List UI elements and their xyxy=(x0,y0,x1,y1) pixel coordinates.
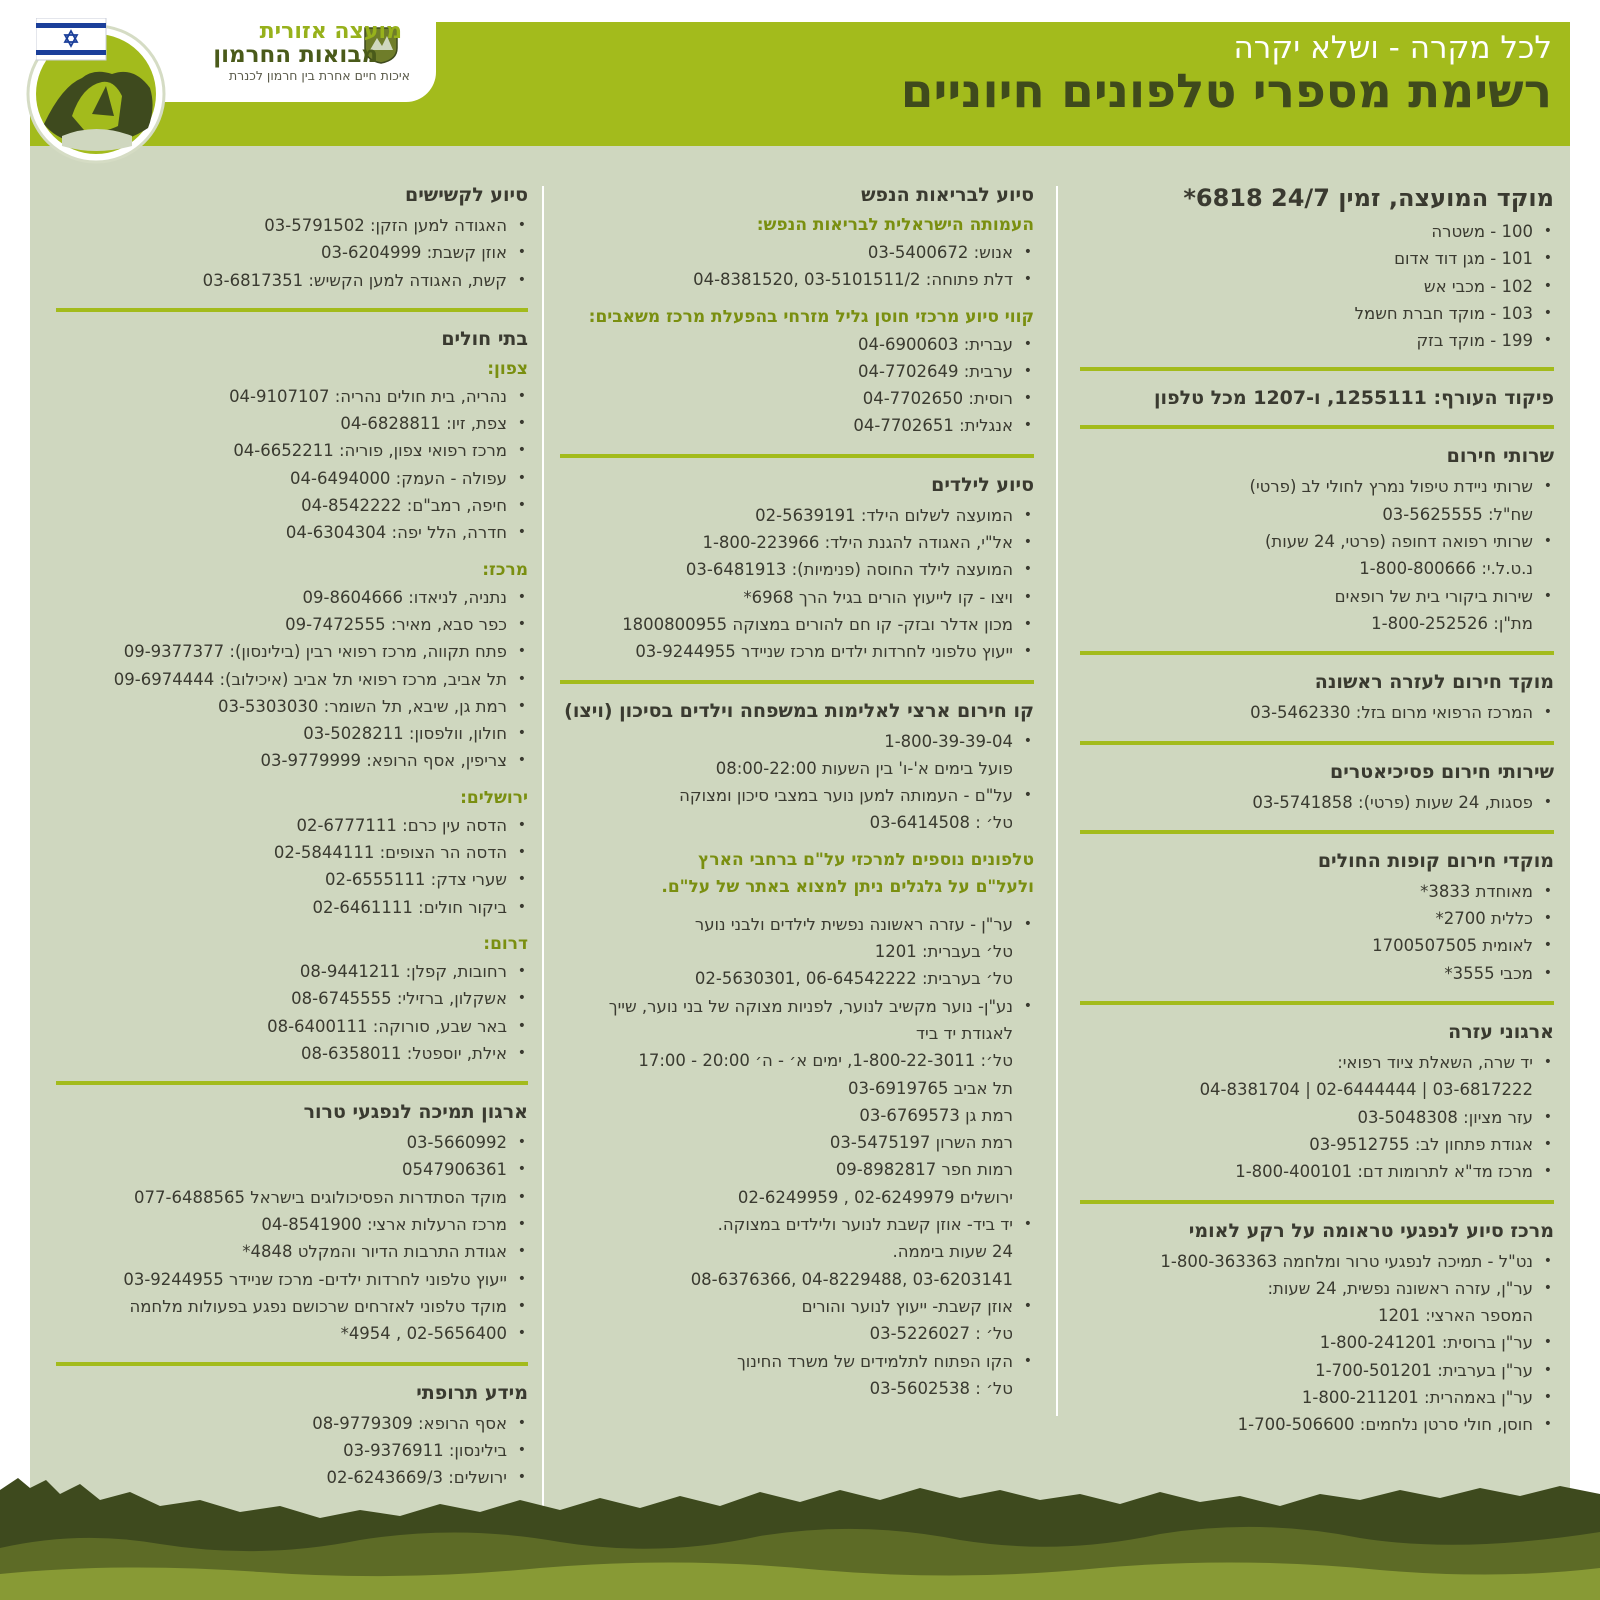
firstaid-list xyxy=(1080,699,1554,726)
logo-council-type: מועצה אזורית xyxy=(259,19,402,44)
list-item: • אנגלית: 04-7702651 xyxy=(560,412,1013,439)
list-item: • דלת פתוחה: 03-5101511/2 ,04-8381520 xyxy=(560,266,1013,293)
list-item: • ויצו - קו לייעוץ הורים בגיל הרך 6968* xyxy=(560,584,1013,611)
list-item: • 03-5660992 xyxy=(56,1129,507,1156)
kupot-list xyxy=(1080,878,1554,987)
section-title-ezra: ארגוני עזרה xyxy=(1448,1021,1554,1044)
list-item: • חוסן, חולי סרטן נלחמים: 1-700-506600 xyxy=(1080,1411,1533,1438)
list-item: • 102 - מכבי אש xyxy=(1080,273,1533,300)
header-subtitle: לכל מקרה - ושלא יקרה xyxy=(1233,30,1552,66)
column-middle xyxy=(560,182,1034,1402)
elderly-list xyxy=(56,212,528,294)
list-item: • כללית 2700* xyxy=(1080,905,1533,932)
list-item: • מרכז מד"א לתרומות דם: 1-800-400101 xyxy=(1080,1158,1533,1185)
list-item: • הקו הפתוח לתלמידים של משרד החינוך טל׳ : 03-5602538 xyxy=(560,1348,1013,1403)
divider xyxy=(56,308,528,312)
section-title-mental: סיוע לבריאות הנפש xyxy=(861,184,1034,206)
region-label-south: דרום: xyxy=(483,933,528,954)
list-item: • ערבית: 04-7702649 xyxy=(560,358,1013,385)
hospitals-jerusalem-list xyxy=(56,812,528,921)
divider xyxy=(1080,425,1554,429)
list-item: • באר שבע, סורוקה: 08-6400111 xyxy=(56,1013,507,1040)
note-line: טלפונים נוספים למרכזי על"ם ברחבי הארץ xyxy=(698,849,1034,870)
list-item: • 0547906361 xyxy=(56,1156,507,1183)
list-item: • לאומית 1700507505 xyxy=(1080,932,1533,959)
list-item: • מכון אדלר ובזק- קו חם להורים במצוקה 1800800955 xyxy=(560,611,1013,638)
list-item: • ביקור חולים: 02-6461111 xyxy=(56,894,507,921)
violence-list-2 xyxy=(560,911,1034,1402)
column-left xyxy=(56,182,528,1491)
list-item: • חדרה, הלל יפה: 04-6304304 xyxy=(56,519,507,546)
list-item: • המועצה לילד החוסה (פנימיות): 03-6481913 xyxy=(560,556,1013,583)
list-item: • 103 - מוקד חברת חשמל xyxy=(1080,300,1533,327)
emergency-list xyxy=(1080,473,1554,637)
list-item: • מרכז הרעלות ארצי: 04-8541900 xyxy=(56,1211,507,1238)
divider xyxy=(560,454,1034,458)
list-item: • האגודה למען הזקן: 03-5791502 xyxy=(56,212,507,239)
list-item: • 100 - משטרה xyxy=(1080,218,1533,245)
list-item: • אגודת פתחון לב: 03-9512755 xyxy=(1080,1131,1533,1158)
column-divider xyxy=(1056,186,1058,1416)
section-title-terror: ארגון תמיכה לנפגעי טרור xyxy=(303,1101,528,1124)
section-title-trauma: מרכז סיוע לנפגעי טראומה על רקע לאומי xyxy=(1188,1219,1554,1242)
divider xyxy=(1080,651,1554,655)
page-title: רשימת מספרי טלפונים חיוניים xyxy=(900,64,1552,119)
list-item: • ער"ן בערבית: 1-700-501201 xyxy=(1080,1357,1533,1384)
list-item: • עפולה - העמק: 04-6494000 xyxy=(56,465,507,492)
note-line: ולעל"ם על גלגלים ניתן למצוא באתר של על"ם. xyxy=(661,876,1034,897)
section-title-firstaid: מוקד חירום לעזרה ראשונה xyxy=(1314,671,1554,694)
list-item: • נט"ל - תמיכה לנפגעי טרור ומלחמה 1-800-363363 xyxy=(1080,1248,1533,1275)
divider xyxy=(1080,1001,1554,1005)
list-item: • נתניה, לניאדו: 09-8604666 xyxy=(56,584,507,611)
israel-flag-icon xyxy=(36,18,108,62)
divider xyxy=(1080,367,1554,371)
list-item: • אגודת התרבות הדיור והמקלט 4848* xyxy=(56,1238,507,1265)
section-title-hospitals: בתי חולים xyxy=(441,327,528,350)
divider xyxy=(56,1362,528,1366)
list-item: • שערי צדק: 02-6555111 xyxy=(56,866,507,893)
list-item: • פסגות, 24 שעות (פרטי): 03-5741858 xyxy=(1080,789,1533,816)
divider xyxy=(1080,830,1554,834)
list-item: • 101 - מגן דוד אדום xyxy=(1080,245,1533,272)
list-item: • בילינסון: 03-9376911 xyxy=(56,1437,507,1464)
list-item: • פתח תקווה, מרכז רפואי רבין (בילינסון): 09-9377377 xyxy=(56,638,507,665)
list-item: • עזר מציון: 03-5048308 xyxy=(1080,1104,1533,1131)
list-item: • יד ביד- אוזן קשבת לנוער ולילדים במצוקה. 24 שעות ביממה. 03-6203141 ,04-8229488 ,08-6376366 xyxy=(560,1211,1013,1293)
list-item: • אילת, יוספטל: 08-6358011 xyxy=(56,1040,507,1067)
list-item: • כפר סבא, מאיר: 09-7472555 xyxy=(56,611,507,638)
mental-list xyxy=(560,239,1034,294)
list-item: • ער"ן, עזרה ראשונה נפשית, 24 שעות: המספר הארצי: 1201 xyxy=(1080,1275,1533,1330)
list-item: • נע"ן- נוער מקשיב לנוער, לפניות מצוקה של בני נוער, שייך לאגודת יד ביד טל׳: 1-800-22-3011, ימים א׳ - ה׳ 20:00 - 17:00 תל אביב 03-6919765 רמת גן 03-6769573 רמת השרון 03-5475197 רמות חפר 09-8982817 ירושלים 02-6249979 , 02-6249959 xyxy=(560,993,1013,1211)
terror-list xyxy=(56,1129,528,1347)
section-title-kupot: מוקדי חירום קופות החולים xyxy=(1317,849,1554,872)
divider xyxy=(560,680,1034,684)
list-item: • אסף הרופא: 08-9779309 xyxy=(56,1410,507,1437)
list-item: • עברית: 04-6900603 xyxy=(560,331,1013,358)
section-title-pharma: מידע תרופתי xyxy=(416,1381,528,1404)
list-item: • 1-800-39-39-04 פועל בימים א'-ו' בין השעות 08:00-22:00 xyxy=(560,728,1013,783)
column-divider xyxy=(542,186,544,1522)
list-item: • רוסית: 04-7702650 xyxy=(560,385,1013,412)
list-item: • מאוחדת 3833* xyxy=(1080,878,1533,905)
region-label-center: מרכז: xyxy=(482,559,528,580)
children-list xyxy=(560,502,1034,666)
list-item: • ער"ן באמהרית: 1-800-211201 xyxy=(1080,1384,1533,1411)
ezra-list xyxy=(1080,1049,1554,1185)
list-item: • אל"י, האגודה להגנת הילד: 1-800-223966 xyxy=(560,529,1013,556)
section-title-moked: מוקד המועצה, זמין 24/7 6818* xyxy=(1183,184,1554,212)
section-title-pikud: פיקוד העורף: 1255111, ו-1207 מכל טלפון xyxy=(1154,387,1554,410)
list-item: • שרותי ניידת טיפול נמרץ לחולי לב (פרטי) שח"ל: 03-5625555 xyxy=(1080,473,1533,528)
violence-list xyxy=(560,728,1034,837)
list-item: • רמת גן, שיבא, תל השומר: 03-5303030 xyxy=(56,693,507,720)
list-item: • 199 - מוקד בזק xyxy=(1080,327,1533,354)
list-item: • על"ם - העמותה למען נוער במצבי סיכון ומצוקה טל׳ : 03-6414508 xyxy=(560,782,1013,837)
list-item: • אנוש: 03-5400672 xyxy=(560,239,1013,266)
list-item: • 02-5656400 , 4954* xyxy=(56,1320,507,1347)
hospitals-north-list xyxy=(56,383,528,547)
list-item: • חולון, וולפסון: 03-5028211 xyxy=(56,720,507,747)
list-item: • קשת, האגודה למען הקשיש: 03-6817351 xyxy=(56,267,507,294)
divider xyxy=(1080,1200,1554,1204)
region-label-north: צפון: xyxy=(487,358,528,379)
list-item: • רחובות, קפלן: 08-9441211 xyxy=(56,958,507,985)
list-item: • צפת, זיו: 04-6828811 xyxy=(56,410,507,437)
list-item: • שירות ביקורי בית של רופאים מת"ן: 1-800-252526 xyxy=(1080,583,1533,638)
list-item: • מרכז רפואי צפון, פוריה: 04-6652211 xyxy=(56,437,507,464)
list-item: • מוקד טלפוני לאזרחים שרכושם נפגע בפעולות מלחמה xyxy=(56,1293,507,1320)
list-item: • הדסה הר הצופים: 02-5844111 xyxy=(56,839,507,866)
psych-list xyxy=(1080,789,1554,816)
mountain-silhouette-footer xyxy=(0,1470,1600,1600)
trauma-list xyxy=(1080,1248,1554,1439)
list-item: • ער"ן - עזרה ראשונה נפשית לילדים ולבני נוער טל׳ בעברית: 1201 טל׳ בערבית: 06-64542222 ,02-5630301 xyxy=(560,911,1013,993)
column-right xyxy=(1080,182,1554,1439)
list-item: • אוזן קשבת: 03-6204999 xyxy=(56,239,507,266)
list-item: • יד שרה, השאלת ציוד רפואי: 03-6817222 | 02-6444444 | 04-8381704 xyxy=(1080,1049,1533,1104)
section-title-violence: קו חירום ארצי לאלימות במשפחה וילדים בסיכון (ויצו) xyxy=(564,699,1034,722)
hospitals-center-list xyxy=(56,584,528,775)
moked-list xyxy=(1080,218,1554,354)
region-label-jerusalem: ירושלים: xyxy=(460,787,528,808)
list-item: • אוזן קשבת- ייעוץ לנוער והורים טל׳ : 03-5226027 xyxy=(560,1293,1013,1348)
divider xyxy=(56,1081,528,1085)
list-item: • המרכז הרפואי מרום בזל: 03-5462330 xyxy=(1080,699,1533,726)
list-item: • המועצה לשלום הילד: 02-5639191 xyxy=(560,502,1013,529)
divider xyxy=(1080,741,1554,745)
section-title-psych: שירותי חירום פסיכיאטרים xyxy=(1330,760,1554,783)
list-item: • ירושלים: 02-6243669/3 xyxy=(56,1464,507,1491)
hosen-list xyxy=(560,331,1034,440)
list-item: • תל אביב, מרכז רפואי תל אביב (איכילוב): 09-6974444 xyxy=(56,666,507,693)
logo-council-name: מבואות החרמון xyxy=(213,42,378,68)
section-title-emergency: שרותי חירום xyxy=(1446,445,1554,468)
list-item: • הדסה עין כרם: 02-6777111 xyxy=(56,812,507,839)
section-title-children: סיוע לילדים xyxy=(931,473,1034,496)
list-item: • ייעוץ טלפוני לחרדות ילדים- מרכז שניידר 03-9244955 xyxy=(56,1266,507,1293)
list-item: • נהריה, בית חולים נהריה: 04-9107107 xyxy=(56,383,507,410)
list-item: • חיפה, רמב"ם: 04-8542222 xyxy=(56,492,507,519)
list-item: • אשקלון, ברזילי: 08-6745555 xyxy=(56,985,507,1012)
list-item: • שרותי רפואה דחופה (פרטי, 24 שעות) נ.ט.ל.י: 1-800-800666 xyxy=(1080,528,1533,583)
logo-tagline: איכות חיים אחרת בין חרמון לכנרת xyxy=(228,68,410,83)
subheading-mental-org: העמותה הישראלית לבריאות הנפש: xyxy=(756,215,1034,235)
subheading-hosen: קווי סיוע מרכזי חוסן גליל מזרחי בהפעלת מרכז משאבים: xyxy=(588,306,1034,327)
list-item: • ייעוץ טלפוני לחרדות ילדים מרכז שניידר 03-9244955 xyxy=(560,638,1013,665)
list-item: • ער"ן ברוסית: 1-800-241201 xyxy=(1080,1329,1533,1356)
list-item: • צריפין, אסף הרופא: 03-9779999 xyxy=(56,747,507,774)
hospitals-south-list xyxy=(56,958,528,1067)
list-item: • מכבי 3555* xyxy=(1080,960,1533,987)
section-title-elderly: סיוע לקשישים xyxy=(404,184,528,206)
list-item: • מוקד הסתדרות הפסיכולוגים בישראל 077-6488565 xyxy=(56,1184,507,1211)
